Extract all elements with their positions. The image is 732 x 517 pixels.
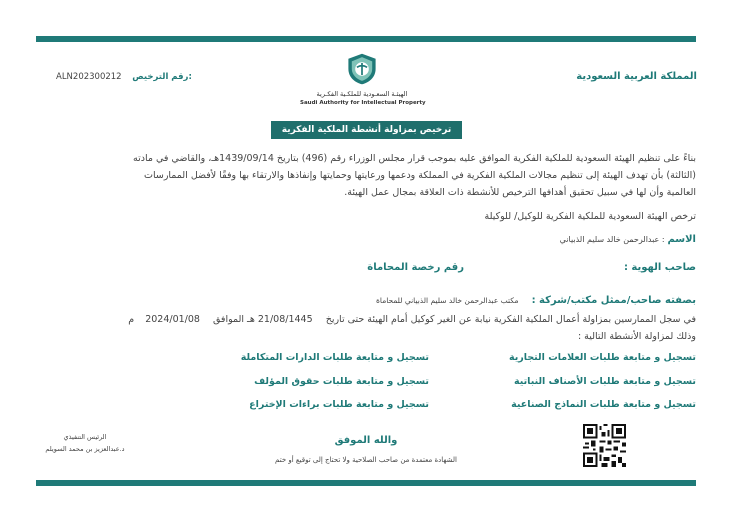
register-line-1	[128, 311, 696, 328]
saip-logo-icon	[345, 52, 379, 86]
activity-right-2: تسجيل و متابعة طلبات الأصناف النباتية	[513, 376, 696, 387]
license-block	[56, 72, 192, 82]
top-border	[36, 36, 696, 42]
blessing: والله الموفق	[334, 435, 398, 446]
hijri-suffix: هـ الموافق	[213, 314, 255, 325]
intro-line-4: ترخص الهيئة السعودية للملكية الفكرية للوكيل/ للوكيلة	[484, 211, 696, 222]
ceo-name: د.عبدالعزيز بن محمد السويلم	[45, 445, 125, 453]
lawyer-license-label: رقم رخصة المحاماة	[367, 262, 464, 273]
intro-paragraph	[36, 150, 696, 201]
ceo-title: الرئيس التنفيذي	[63, 433, 107, 441]
activity-left-1: تسجيل و متابعة طلبات الدارات المتكاملة	[240, 352, 429, 363]
hijri-date: 21/08/1445	[257, 314, 313, 325]
name-row	[560, 234, 696, 245]
org-name-ar: الهيئـة السعـودية للملكـية الفكـرية	[316, 90, 408, 98]
capacity-value: مكتب عبدالرحمن خالد سليم الذبياني للمحاماة	[375, 296, 519, 305]
register-main: في سجل الممارسين بمزاولة أعمال الملكية الفكرية نيابة عن الغير كوكيل أمام الهيئة حتى تاريخ	[325, 314, 696, 325]
certificate-note: الشهادة معتمدة من صاحب الصلاحية ولا تحتاج إلى توقيع أو ختم	[275, 456, 457, 464]
kingdom-name: المملكة العربية السعودية	[576, 71, 697, 82]
activity-right-3: تسجيل و متابعة طلبات النماذج الصناعية	[511, 399, 696, 410]
license-number: ALN202300212	[56, 72, 122, 82]
org-name-en: Saudi Authority for Intellectual Property	[300, 100, 426, 106]
id-owner-label: صاحب الهوية :	[623, 262, 696, 273]
capacity-row	[376, 288, 696, 307]
activity-right-1: تسجيل و متابعة طلبات العلامات التجارية	[508, 352, 696, 363]
greg-date: 2024/01/08	[145, 314, 200, 325]
name-label: الاسم	[667, 234, 696, 245]
bottom-border	[36, 480, 696, 486]
license-title: ترخيص بمزاولة أنشطة الملكية الفكرية	[271, 121, 462, 139]
intro-line-2: (الثالثة) بأن تهدف الهيئة إلى تنظيم مجالات الملكية الفكرية في المملكة ودعمها ورعايتها وحمايتها وإنفاذها والارتقاء بها وفقًا لأفضل الممارسات	[144, 170, 696, 181]
capacity-label: بصفته صاحب/ممثل مكتب/شركة :	[531, 295, 696, 306]
register-line-2: وذلك لمزاولة الأنشطة التالية :	[577, 331, 696, 342]
greg-suffix: م	[128, 314, 135, 325]
activity-left-3: تسجيل و متابعة طلبات براءات الإختراع	[249, 399, 429, 410]
activity-left-2: تسجيل و متابعة طلبات حقوق المؤلف	[254, 376, 429, 387]
intro-line-3: العالمية وأن لها في سبيل تحقيق أهدافها الترخيص للأنشطة ذات العلاقة بمجال عمل الهيئة.	[344, 187, 696, 198]
qr-code	[583, 424, 626, 467]
license-label: رقم الترخيص:	[132, 72, 192, 82]
intro-line-1: بناءً على تنظيم الهيئة السعودية للملكية الفكرية الموافق عليه بموجب قرار مجلس الوزراء رقم (496) بتاريخ 1439/09/14هـ، والقاضي في مادته	[132, 153, 696, 164]
name-value: : عبدالرحمن خالد سليم الذبياني	[559, 235, 665, 244]
